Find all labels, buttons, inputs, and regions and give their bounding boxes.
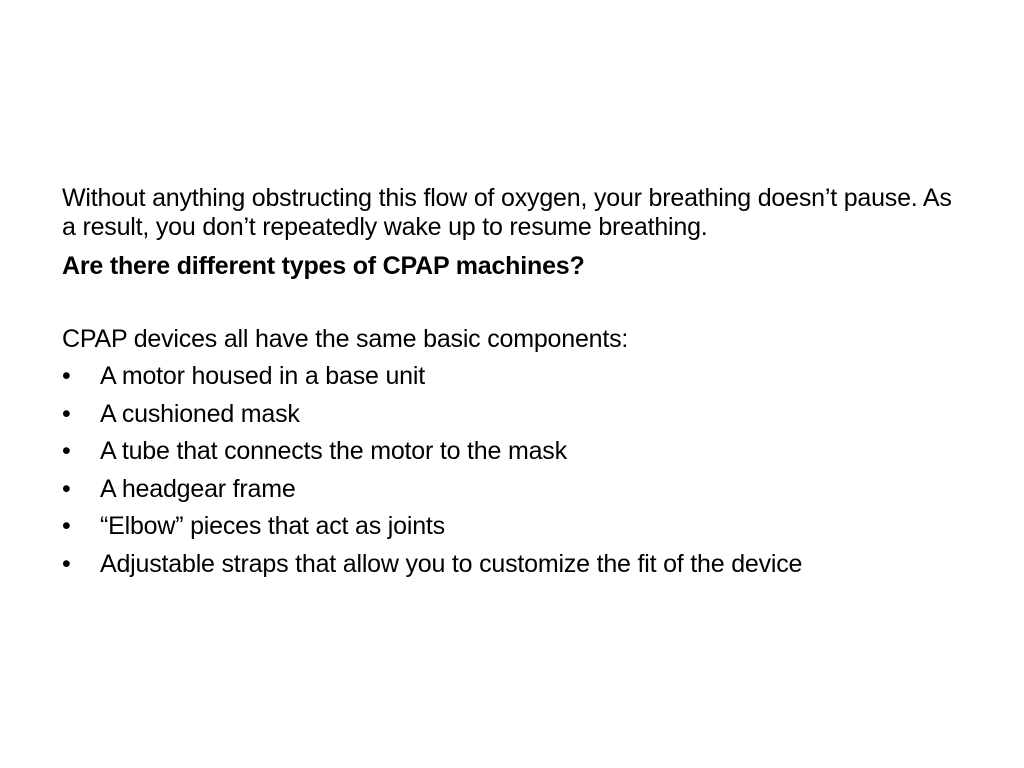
list-item	[62, 550, 962, 579]
list-item-text: Adjustable straps that allow you to customize the fit of the device	[100, 549, 803, 578]
list-item	[62, 362, 962, 391]
list-item-text: A tube that connects the motor to the mask	[100, 437, 567, 465]
bullet-icon: •	[62, 399, 71, 428]
list-item-text: A motor housed in a base unit	[100, 362, 425, 390]
bullet-icon: •	[62, 549, 71, 578]
list-item	[62, 437, 962, 466]
section-heading: Are there different types of CPAP machines?	[62, 252, 585, 280]
bullet-icon: •	[62, 474, 71, 503]
bullet-icon: •	[62, 512, 71, 540]
intro-paragraph: Without anything obstructing this flow of oxygen, your breathing doesn’t pause. As a result, you don’t repeatedly wake up to resume breathing.	[62, 184, 952, 241]
components-intro: CPAP devices all have the same basic components:	[62, 325, 629, 353]
list-item-text: A cushioned mask	[100, 399, 300, 428]
list-item	[62, 400, 962, 429]
list-item-text: A headgear frame	[100, 474, 296, 503]
list-item-text: “Elbow” pieces that act as joints	[100, 512, 445, 540]
bullet-icon: •	[62, 362, 71, 390]
list-item	[62, 475, 962, 504]
bullet-icon: •	[62, 437, 71, 465]
components-list	[62, 362, 962, 579]
list-item	[62, 512, 962, 541]
slide-body	[62, 184, 962, 587]
